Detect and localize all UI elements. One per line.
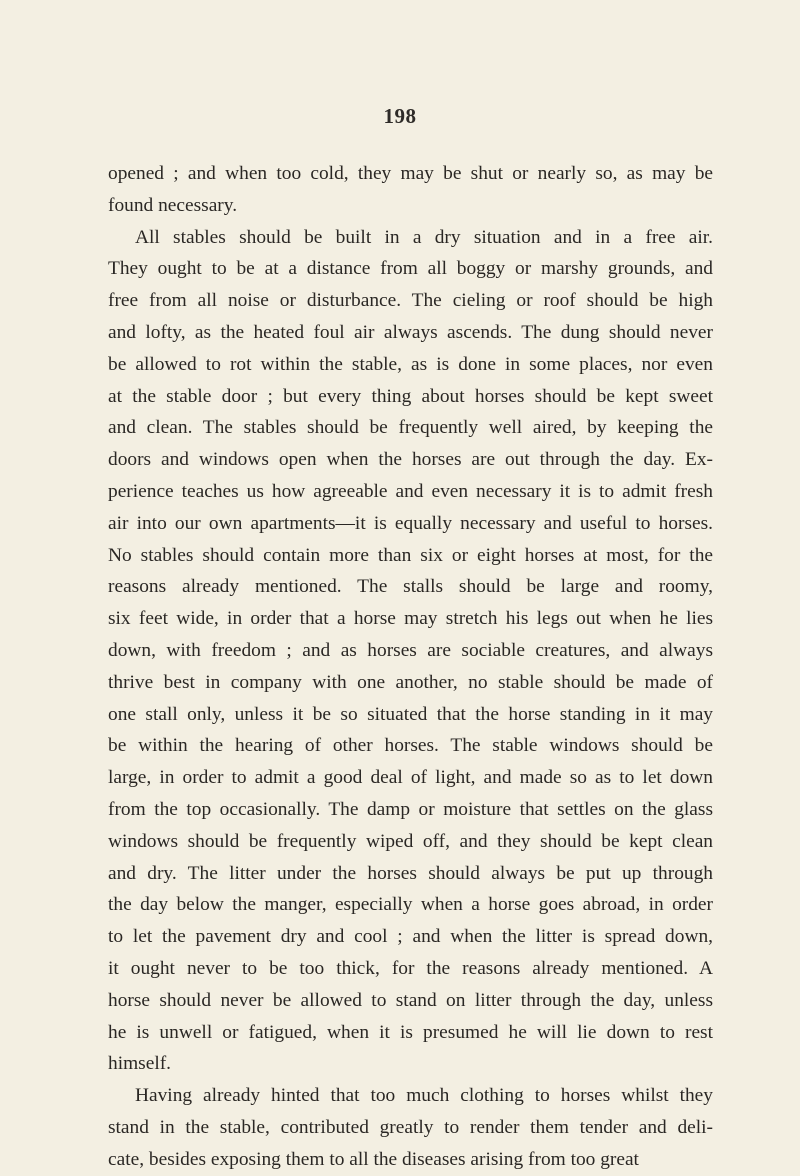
text-line: air into our own apartments—it is equally necessary and useful to horses.	[108, 512, 713, 534]
text-line: stand in the stable, contributed greatly to render them tender and deli-	[108, 1116, 713, 1138]
text-line: They ought to be at a distance from all boggy or marshy grounds, and	[108, 258, 713, 280]
text-line: large, in order to admit a good deal of light, and made so as to let down	[108, 767, 713, 789]
text-line: thrive best in company with one another, no stable should be made of	[108, 671, 713, 693]
paragraph	[108, 158, 713, 222]
text-line: six feet wide, in order that a horse may stretch his legs out when he lies	[108, 608, 713, 630]
body-text	[108, 158, 713, 1176]
text-line: and clean. The stables should be frequently well aired, by keeping the	[108, 417, 713, 439]
text-line: found necessary.	[108, 194, 238, 216]
text-line: No stables should contain more than six or eight horses at most, for the	[108, 544, 713, 566]
text-line: perience teaches us how agreeable and even necessary it is to admit fresh	[108, 480, 713, 502]
text-line: it ought never to be too thick, for the reasons already mentioned. A	[108, 957, 713, 979]
text-line: be allowed to rot within the stable, as is done in some places, nor even	[108, 353, 713, 375]
text-line: at the stable door ; but every thing about horses should be kept sweet	[108, 385, 713, 407]
text-line: himself.	[108, 1053, 172, 1075]
text-line: windows should be frequently wiped off, and they should be kept clean	[108, 830, 713, 852]
text-line: horse should never be allowed to stand on litter through the day, unless	[108, 989, 713, 1011]
text-line: to let the pavement dry and cool ; and when the litter is spread down,	[108, 926, 713, 948]
text-line: doors and windows open when the horses are out through the day. Ex-	[108, 449, 713, 471]
text-line: All stables should be built in a dry situation and in a free air.	[135, 226, 713, 248]
text-line: reasons already mentioned. The stalls should be large and roomy,	[108, 576, 713, 598]
text-line: he is unwell or fatigued, when it is presumed he will lie down to rest	[108, 1021, 713, 1043]
text-line: and lofty, as the heated foul air always ascends. The dung should never	[108, 321, 713, 343]
text-line: down, with freedom ; and as horses are sociable creatures, and always	[108, 639, 713, 661]
text-line: from the top occasionally. The damp or moisture that settles on the glass	[108, 798, 713, 820]
text-line: be within the hearing of other horses. The stable windows should be	[108, 735, 713, 757]
page-number: 198	[383, 104, 417, 128]
text-line: opened ; and when too cold, they may be shut or nearly so, as may be	[108, 163, 713, 184]
text-line: the day below the manger, especially when a horse goes abroad, in order	[108, 894, 713, 916]
text-line: cate, besides exposing them to all the diseases arising from too great	[108, 1148, 639, 1170]
text-line: Having already hinted that too much clothing to horses whilst they	[135, 1085, 713, 1107]
paragraph	[108, 1080, 713, 1175]
text-line: free from all noise or disturbance. The cieling or roof should be high	[108, 290, 713, 312]
text-line: one stall only, unless it be so situated that the horse standing in it may	[108, 703, 713, 725]
paragraph	[108, 222, 713, 1081]
text-line: and dry. The litter under the horses should always be put up through	[108, 862, 713, 884]
